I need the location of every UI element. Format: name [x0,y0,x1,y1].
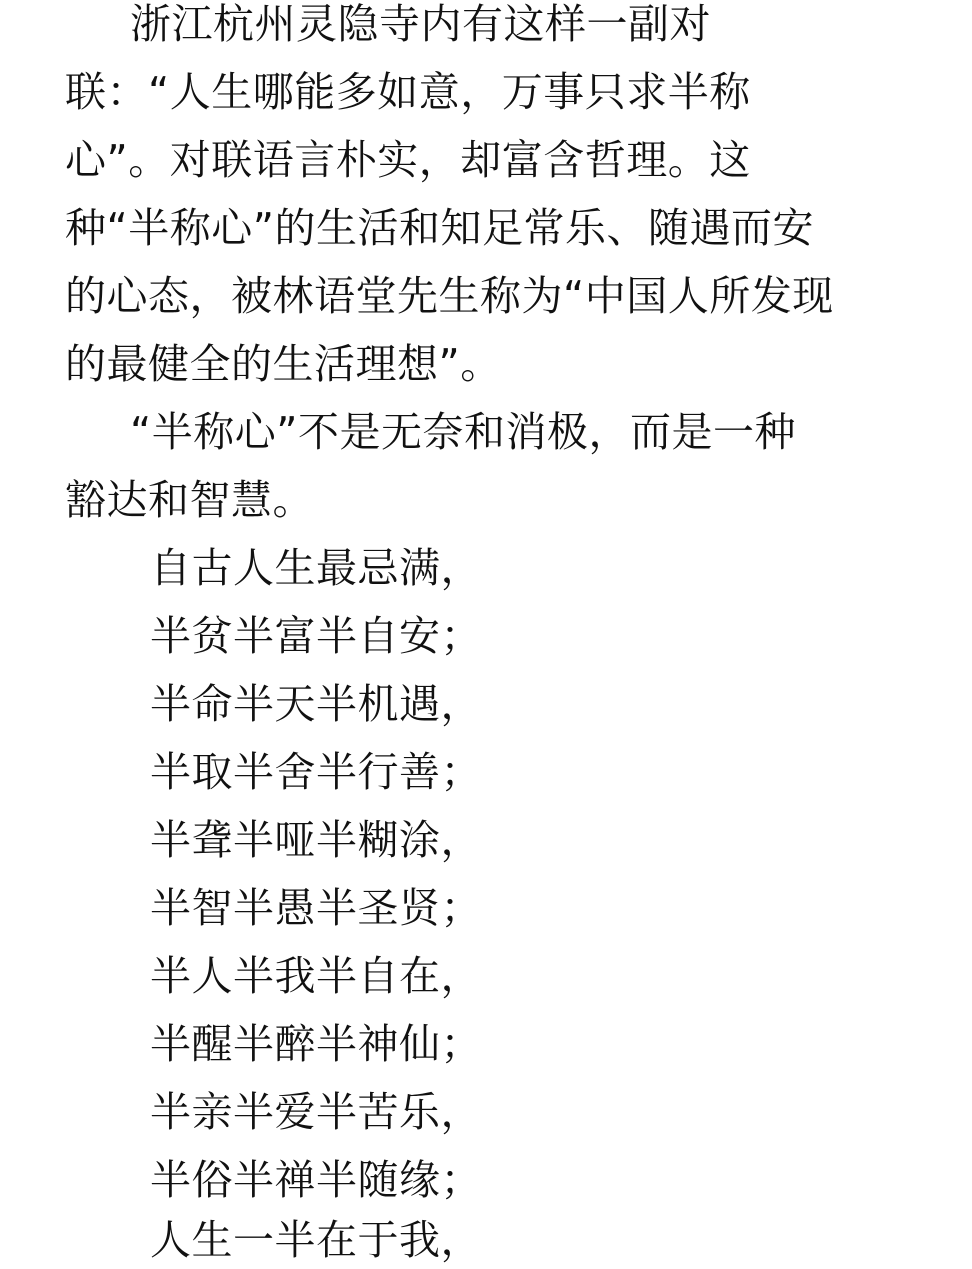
poem-line-6: 半智半愚半圣贤； [150,884,482,932]
paragraph-1-line-3: 心”。对联语言朴实，却富含哲理。这 [65,136,751,184]
paragraph-2-line-2: 豁达和智慧。 [65,476,314,524]
paragraph-2-line-1: “半称心”不是无奈和消极，而是一种 [130,408,796,456]
poem-line-9: 半亲半爱半苦乐， [150,1088,482,1136]
poem-line-5: 半聋半哑半糊涂， [150,816,482,864]
poem-line-1: 自古人生最忌满， [150,544,482,592]
poem-line-3: 半命半天半机遇， [150,680,482,728]
poem-line-11: 人生一半在于我， [150,1216,482,1264]
poem-line-4: 半取半舍半行善； [150,748,482,796]
paragraph-1-line-6: 的最健全的生活理想”。 [65,340,502,388]
paragraph-1-line-1: 浙江杭州灵隐寺内有这样一副对 [130,0,711,48]
poem-line-8: 半醒半醉半神仙； [150,1020,482,1068]
poem-line-10: 半俗半禅半随缘； [150,1156,482,1204]
paragraph-1-line-2: 联：“人生哪能多如意，万事只求半称 [65,68,751,116]
paragraph-1-line-5: 的心态，被林语堂先生称为“中国人所发现 [65,272,834,320]
paragraph-1-line-4: 种“半称心”的生活和知足常乐、随遇而安 [65,204,814,252]
poem-line-2: 半贫半富半自安； [150,612,482,660]
poem-line-7: 半人半我半自在， [150,952,482,1000]
